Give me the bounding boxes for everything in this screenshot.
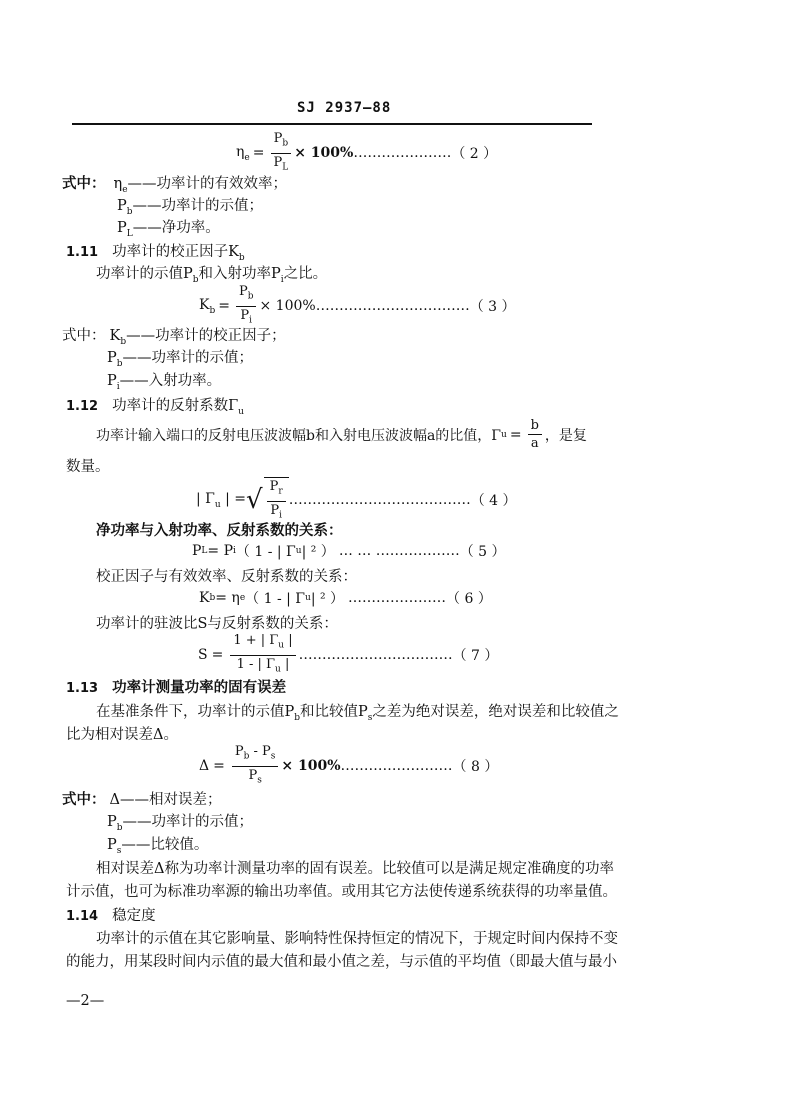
- eq7-fraction: $\frac{1 + | \Gamma_u |}{1 - | \Gamma_u |}$: [230, 633, 295, 677]
- where1-line3: $P_L——$净功率。: [117, 220, 220, 239]
- section-1-12-heading: 1.12 功率计的反射系数$\Gamma_u$: [66, 398, 244, 417]
- section-1-13-heading: 1.13 功率计测量功率的固有误差: [66, 679, 287, 696]
- eq2-lhs: $\eta_e$: [236, 143, 250, 163]
- where2-line2: $P_b——$功率计的示值；: [107, 350, 254, 369]
- relation-2-intro: 校正因子与有效效率、反射系数的关系：: [96, 569, 357, 585]
- equation-7: S = $\frac{1 + | \Gamma_u |}{1 - | \Gamma_u |}$ …………………………… （ 7 ）: [198, 633, 498, 677]
- eq8-fraction: $\frac{P_b - P_s}{P_s}$: [232, 744, 279, 788]
- where2-line1: 式中： $K_b——$功率计的校正因子；: [62, 328, 286, 347]
- equation-3: $K_b$ = $\frac{P_b}{P_i}$ × 100% …………………………… （ 3 ）: [199, 284, 516, 328]
- where2-line3: $P_i——$入射功率。: [107, 373, 222, 392]
- section-1-13-text-1: 在基准条件下，功率计的示值$P_b$和比较值$P_s$之差为绝对误差，绝对误差和比较值之: [96, 704, 619, 723]
- eq2-equals: =: [252, 145, 265, 162]
- where1-line2: $P_b——$功率计的示值；: [117, 198, 264, 217]
- error-paragraph-line1: 相对误差Δ称为功率计测量功率的固有误差。比较值可以是满足规定准确度的功率: [96, 861, 614, 877]
- where3-line2: $P_b——$功率计的示值；: [107, 814, 254, 833]
- eq3-fraction: $\frac{P_b}{P_i}$: [236, 284, 257, 328]
- section-1-14-text-2: 的能力，用某段时间内示值的最大值和最小值之差，与示值的平均值（即最大值与最小: [66, 954, 617, 970]
- section-1-11-heading: 1.11 功率计的校正因子$K_b$: [66, 244, 245, 263]
- equation-6: K b = η e （ 1 - | Γ u | ² ） ………………… （ 6 ）: [199, 590, 492, 607]
- eq4-sqrt: √ $\frac{P_r}{P_i}$: [246, 477, 289, 523]
- eq2-number: （ 2 ）: [451, 146, 498, 163]
- section-1-14-heading: 1.14 稳定度: [66, 908, 156, 924]
- header-rule: [72, 123, 592, 125]
- equation-4: | $\Gamma_u$ | = √ $\frac{P_r}{P_i}$ ………………………………… （ 4 ）: [196, 477, 517, 523]
- section-1-13-text-2: 比为相对误差Δ。: [66, 727, 178, 743]
- eq2-leader: …………………: [353, 145, 452, 162]
- where3-line3: $P_s——$比较值。: [107, 837, 209, 856]
- where1-line1: 式中： $\eta_e——$功率计的有效效率；: [62, 175, 288, 195]
- section-1-12-text-cont: 数量。: [66, 459, 110, 475]
- page-number: —2—: [66, 993, 105, 1009]
- equation-5: P L = P i （ 1 - | Γ u | ² ） … … ……………… （ 5 ）: [192, 543, 506, 560]
- relation-1-intro: 净功率与入射功率、反射系数的关系：: [96, 522, 343, 539]
- section-1-12-text: 功率计输入端口的反射电压波波幅b和入射电压波波幅a的比值，Γ u = $\frac{b}{a}$ ，是复: [96, 418, 587, 451]
- eq2-factor: × 100%: [294, 145, 354, 162]
- error-paragraph-line2: 计示值，也可为标准功率源的输出功率值。或用其它方法使传递系统获得的功率量值。: [66, 884, 617, 900]
- where3-line1: 式中： Δ——相对误差；: [62, 791, 222, 808]
- section-1-14-text-1: 功率计的示值在其它影响量、影响特性保持恒定的情况下，于规定时间内保持不变: [96, 931, 618, 947]
- equation-8: Δ = $\frac{P_b - P_s}{P_s}$ × 100% …………………… （ 8 ）: [199, 744, 498, 788]
- relation-3-intro: 功率计的驻波比S与反射系数的关系：: [96, 616, 338, 632]
- section-1-11-text: 功率计的示值$P_b$和入射功率$P_i$之比。: [96, 266, 328, 285]
- eq2-fraction: $\frac{P_b}{P_L}$: [270, 131, 291, 175]
- equation-2: [236, 131, 497, 175]
- document-code: SJ 2937—88: [297, 100, 392, 116]
